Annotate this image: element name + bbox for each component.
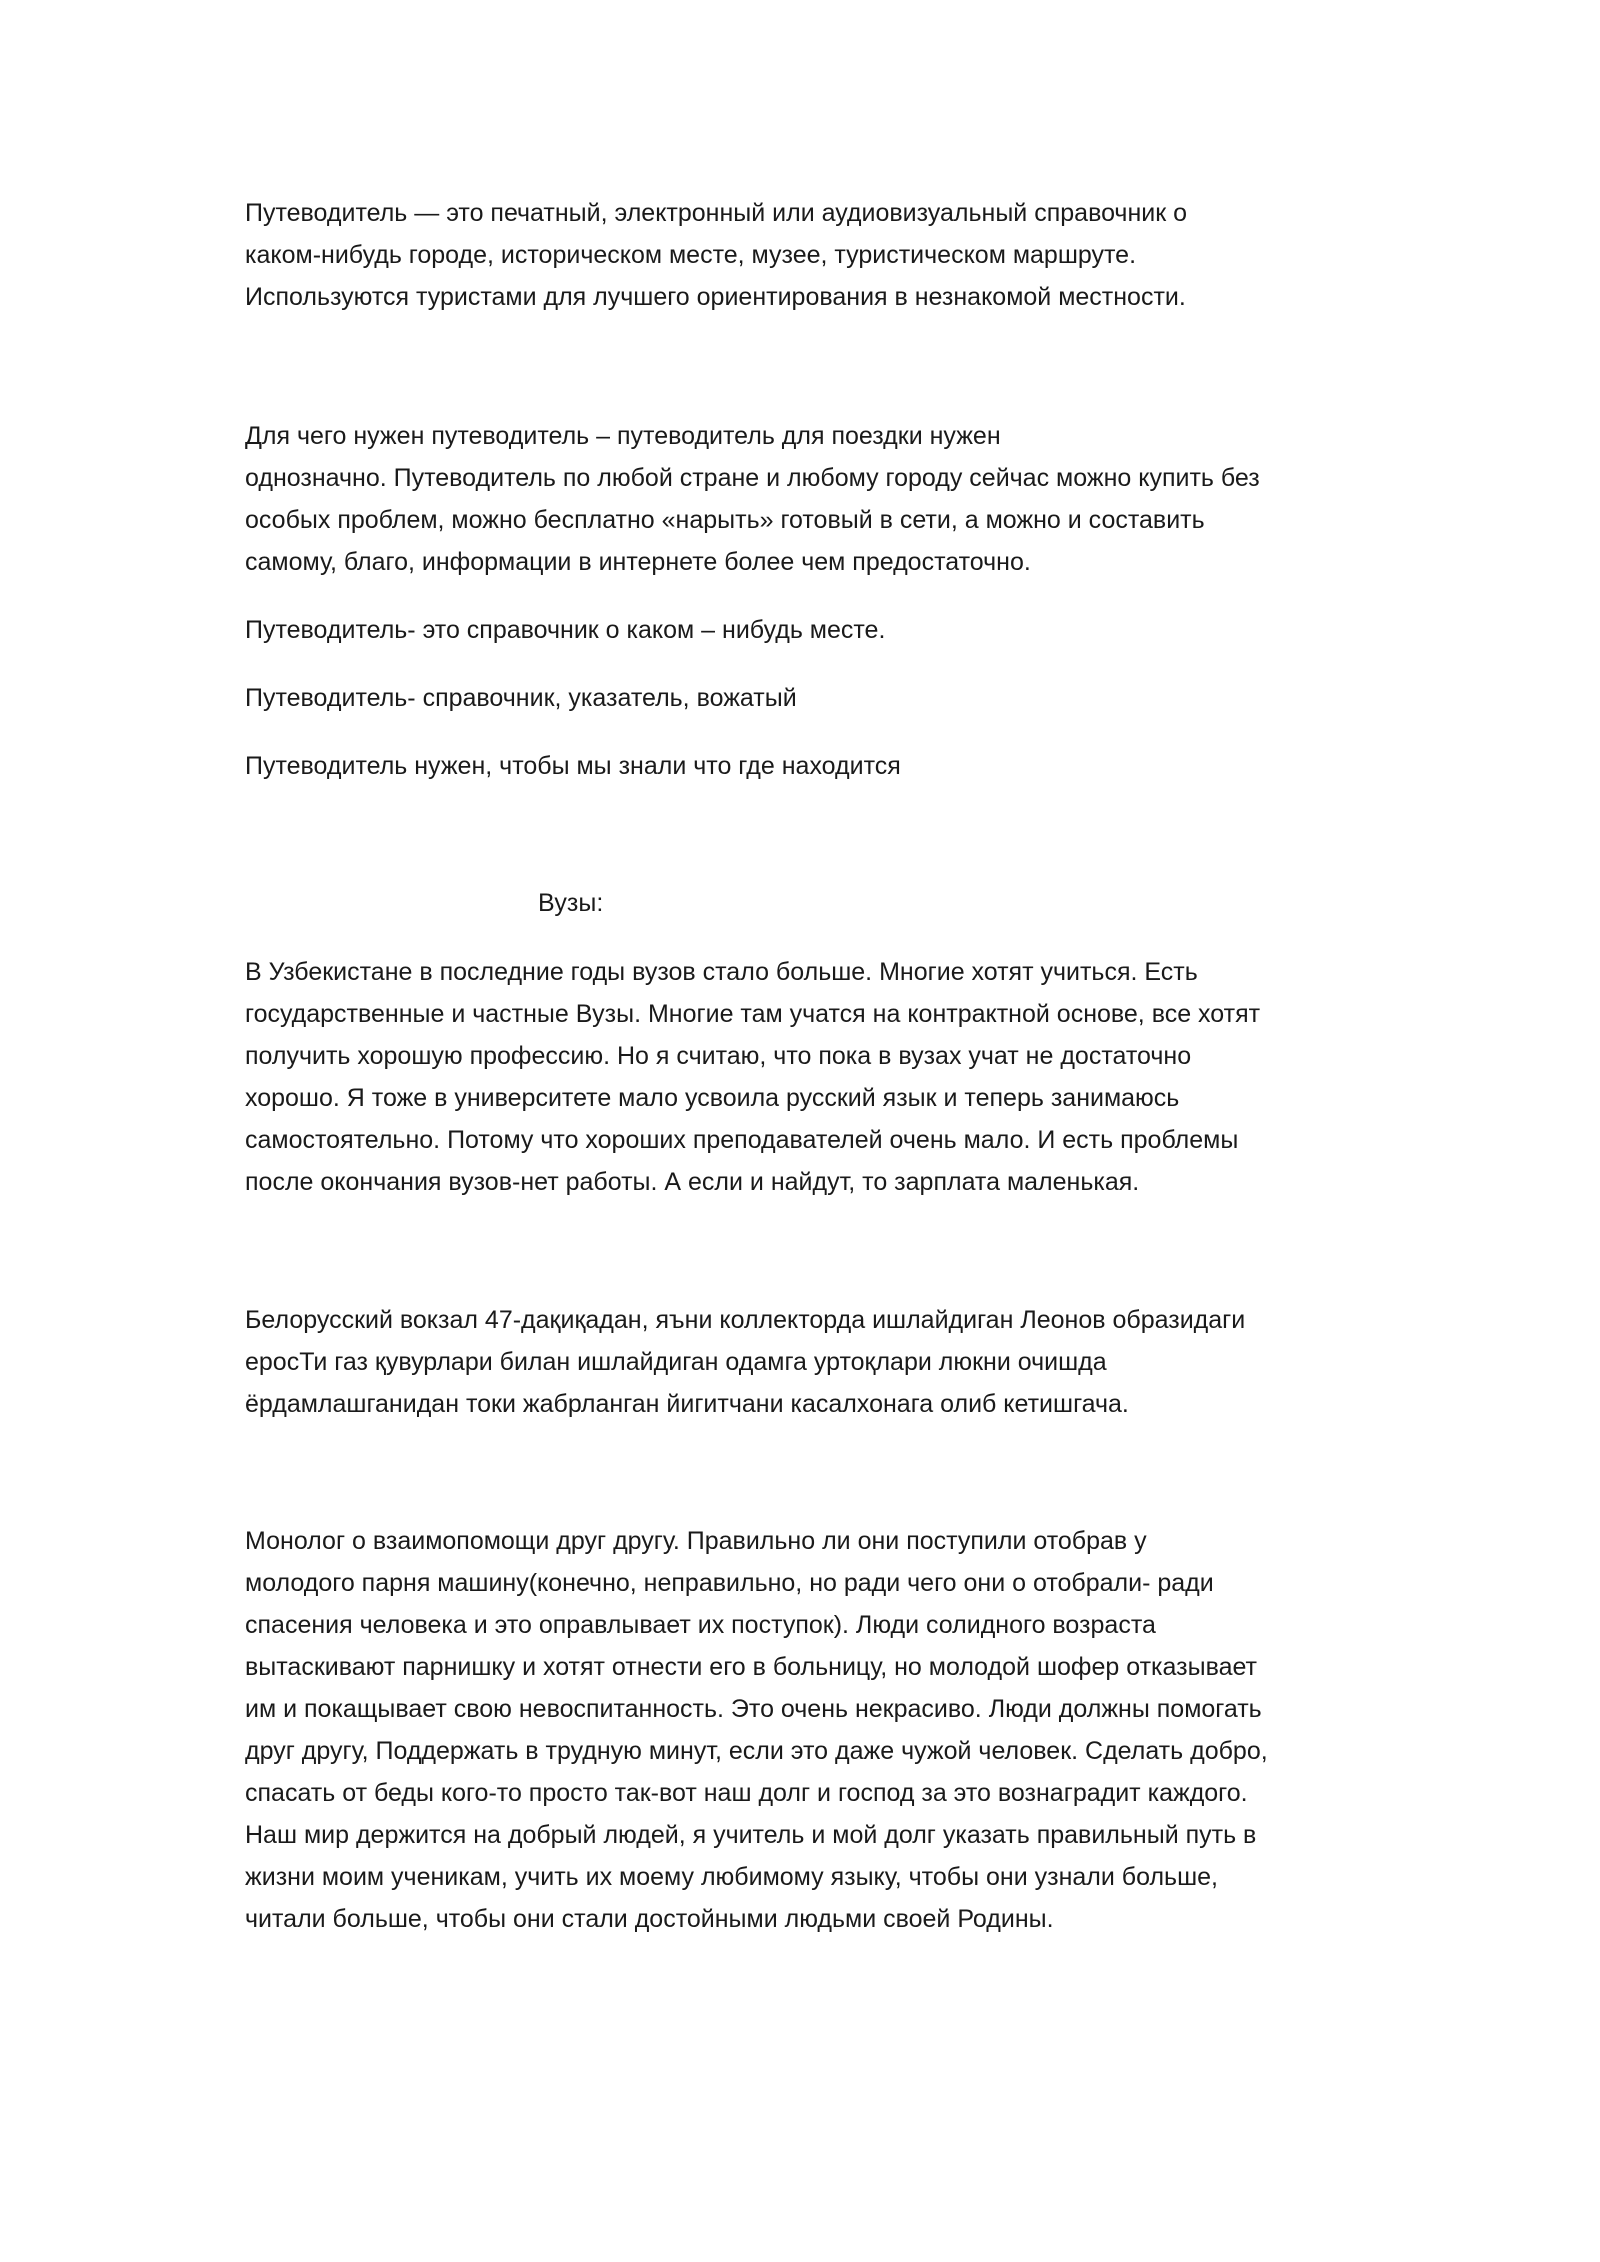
paragraph-belorussky-station <box>245 1299 1245 1425</box>
text-line: еросТи газ қувурлари билан ишлайдиган одамга уртоқлари люкни очишда <box>245 1348 1107 1376</box>
text-line: Для чего нужен путеводитель – путеводитель для поездки нужен <box>245 422 1001 450</box>
text-line: Используются туристами для лучшего ориентирования в незнакомой местности. <box>245 283 1186 311</box>
text-line: государственные и частные Вузы. Многие там учатся на контрактной основе, все хотят <box>245 1000 1261 1028</box>
text-line: Монолог о взаимопомощи друг другу. Правильно ли они поступили отобрав у <box>245 1527 1147 1555</box>
text-line: Путеводитель- это справочник о каком – нибудь месте. <box>245 616 886 644</box>
paragraph-guidebook-reference <box>245 609 885 651</box>
text-line: каком-нибудь городе, историческом месте, музее, туристическом маршруте. <box>245 241 1137 269</box>
text-line: особых проблем, можно бесплатно «нарыть» готовый в сети, а можно и составить <box>245 506 1205 534</box>
text-line: Наш мир держится на добрый людей, я учитель и мой долг указать правильный путь в <box>245 1821 1257 1849</box>
paragraph-monologue <box>245 1520 1268 1940</box>
text-line: Белорусский вокзал 47-дақиқадан, яъни коллекторда ишлайдиган Леонов образидаги <box>245 1306 1246 1334</box>
text-line: спасать от беды кого-то просто так-вот наш долг и господ за это вознаградит каждого. <box>245 1779 1248 1807</box>
text-line: Путеводитель нужен, чтобы мы знали что где находится <box>245 752 901 780</box>
text-line: им и покащывает свою невоспитанность. Это очень некрасиво. Люди должны помогать <box>245 1695 1262 1723</box>
section-heading-universities: Вузы: <box>538 889 604 917</box>
text-line: друг другу, Поддержать в трудную минут, если это даже чужой человек. Сделать добро, <box>245 1737 1268 1765</box>
text-line: получить хорошую профессию. Но я считаю, что пока в вузах учат не достаточно <box>245 1042 1192 1070</box>
paragraph-guidebook-synonyms <box>245 677 797 719</box>
text-line: самому, благо, информации в интернете более чем предостаточно. <box>245 548 1031 576</box>
text-line: хорошо. Я тоже в университете мало усвоила русский язык и теперь занимаюсь <box>245 1084 1180 1112</box>
paragraph-why-guidebook <box>245 415 1260 583</box>
text-line: читали больше, чтобы они стали достойными людьми своей Родины. <box>245 1905 1054 1933</box>
text-line: молодого парня машину(конечно, неправильно, но ради чего они о отобрали- ради <box>245 1569 1214 1597</box>
paragraph-guidebook-purpose <box>245 745 901 787</box>
text-line: однозначно. Путеводитель по любой стране и любому городу сейчас можно купить без <box>245 464 1260 492</box>
text-line: самостоятельно. Потому что хороших преподавателей очень мало. И есть проблемы <box>245 1126 1239 1154</box>
text-line: после окончания вузов-нет работы. А если и найдут, то зарплата маленькая. <box>245 1168 1140 1196</box>
text-line: В Узбекистане в последние годы вузов стало больше. Многие хотят учиться. Есть <box>245 958 1198 986</box>
text-line: спасения человека и это оправлывает их поступок). Люди солидного возраста <box>245 1611 1156 1639</box>
text-line: вытаскивают парнишку и хотят отнести его в больницу, но молодой шофер отказывает <box>245 1653 1257 1681</box>
paragraph-universities <box>245 951 1260 1203</box>
text-line: ёрдамлашганидан токи жабрланган йигитчани касалхонага олиб кетишгача. <box>245 1390 1129 1418</box>
text-line: Путеводитель — это печатный, электронный или аудиовизуальный справочник о <box>245 199 1188 227</box>
paragraph-guidebook-definition <box>245 192 1187 318</box>
text-line: Путеводитель- справочник, указатель, вожатый <box>245 684 797 712</box>
text-line: жизни моим ученикам, учить их моему любимому языку, чтобы они узнали больше, <box>245 1863 1218 1891</box>
